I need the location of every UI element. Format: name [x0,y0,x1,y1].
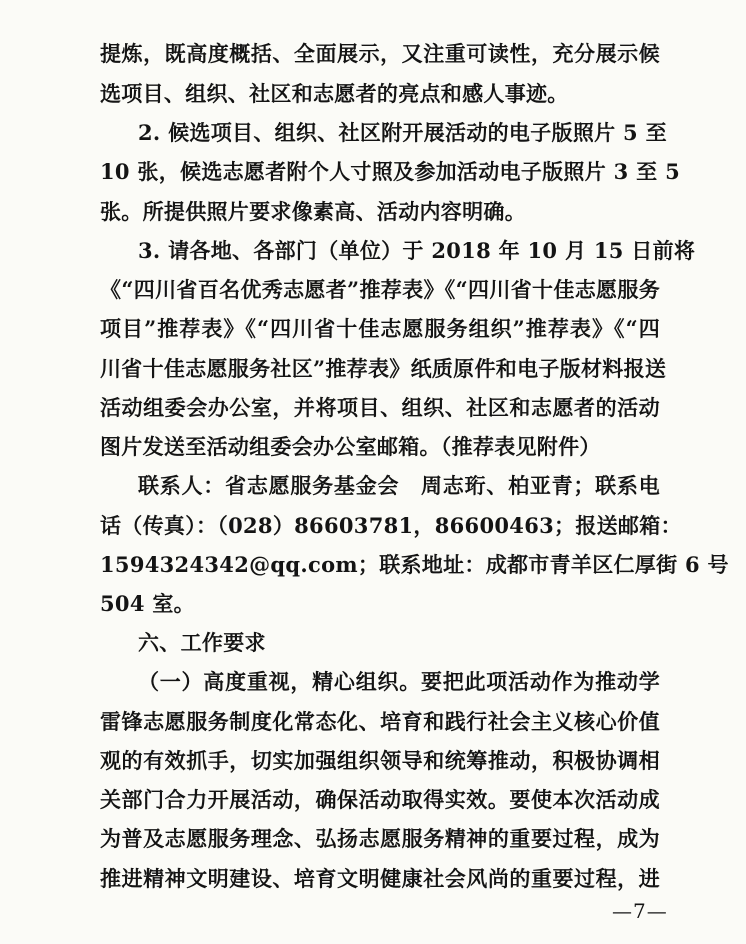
text-line: 张。所提供照片要求像素高、活动内容明确。 [100,199,526,224]
text-line: 项目”推荐表》《“四川省十佳志愿服务组织”推荐表》《“四 [100,316,660,341]
text-line: 话（传真）：（028）86603781，86600463；报送邮箱： [100,513,682,538]
text-line: 10 张，候选志愿者附个人寸照及参加活动电子版照片 3 至 5 [100,159,680,184]
text-line: 图片发送至活动组委会办公室邮箱。（推荐表见附件） [100,434,601,459]
section-heading: 六、工作要求 [138,630,266,655]
text-line: 选项目、组织、社区和志愿者的亮点和感人事迹。 [100,81,569,106]
text-line: 关部门合力开展活动，确保活动取得实效。要使本次活动成 [100,787,660,812]
text-line: （一）高度重视，精心组织。要把此项活动作为推动学 [138,669,660,694]
text-line: 联系人：省志愿服务基金会 周志珩、柏亚青；联系电 [138,473,660,498]
text-line: 《“四川省百名优秀志愿者”推荐表》《“四川省十佳志愿服务 [100,277,660,302]
text-line: 观的有效抓手，切实加强组织领导和统筹推动，积极协调相 [100,748,660,773]
text-line: 川省十佳志愿服务社区”推荐表》纸质原件和电子版材料报送 [100,356,667,381]
text-line: 推进精神文明建设、培育文明健康社会风尚的重要过程，进 [100,866,660,891]
text-line: 504 室。 [100,591,195,616]
text-line: 1594324342@qq.com；联系地址：成都市青羊区仁厚街 6 号 [100,552,729,577]
text-line: 3. 请各地、各部门（单位）于 2018 年 10 月 15 日前将 [138,238,696,263]
text-line: 提炼，既高度概括、全面展示，又注重可读性，充分展示候 [100,41,660,66]
text-line: 2. 候选项目、组织、社区附开展活动的电子版照片 5 至 [138,120,667,145]
text-line: 雷锋志愿服务制度化常态化、培育和践行社会主义核心价值 [100,709,660,734]
text-line: 为普及志愿服务理念、弘扬志愿服务精神的重要过程，成为 [100,826,660,851]
page-number: —7— [612,899,668,923]
text-line: 活动组委会办公室，并将项目、组织、社区和志愿者的活动 [100,395,660,420]
